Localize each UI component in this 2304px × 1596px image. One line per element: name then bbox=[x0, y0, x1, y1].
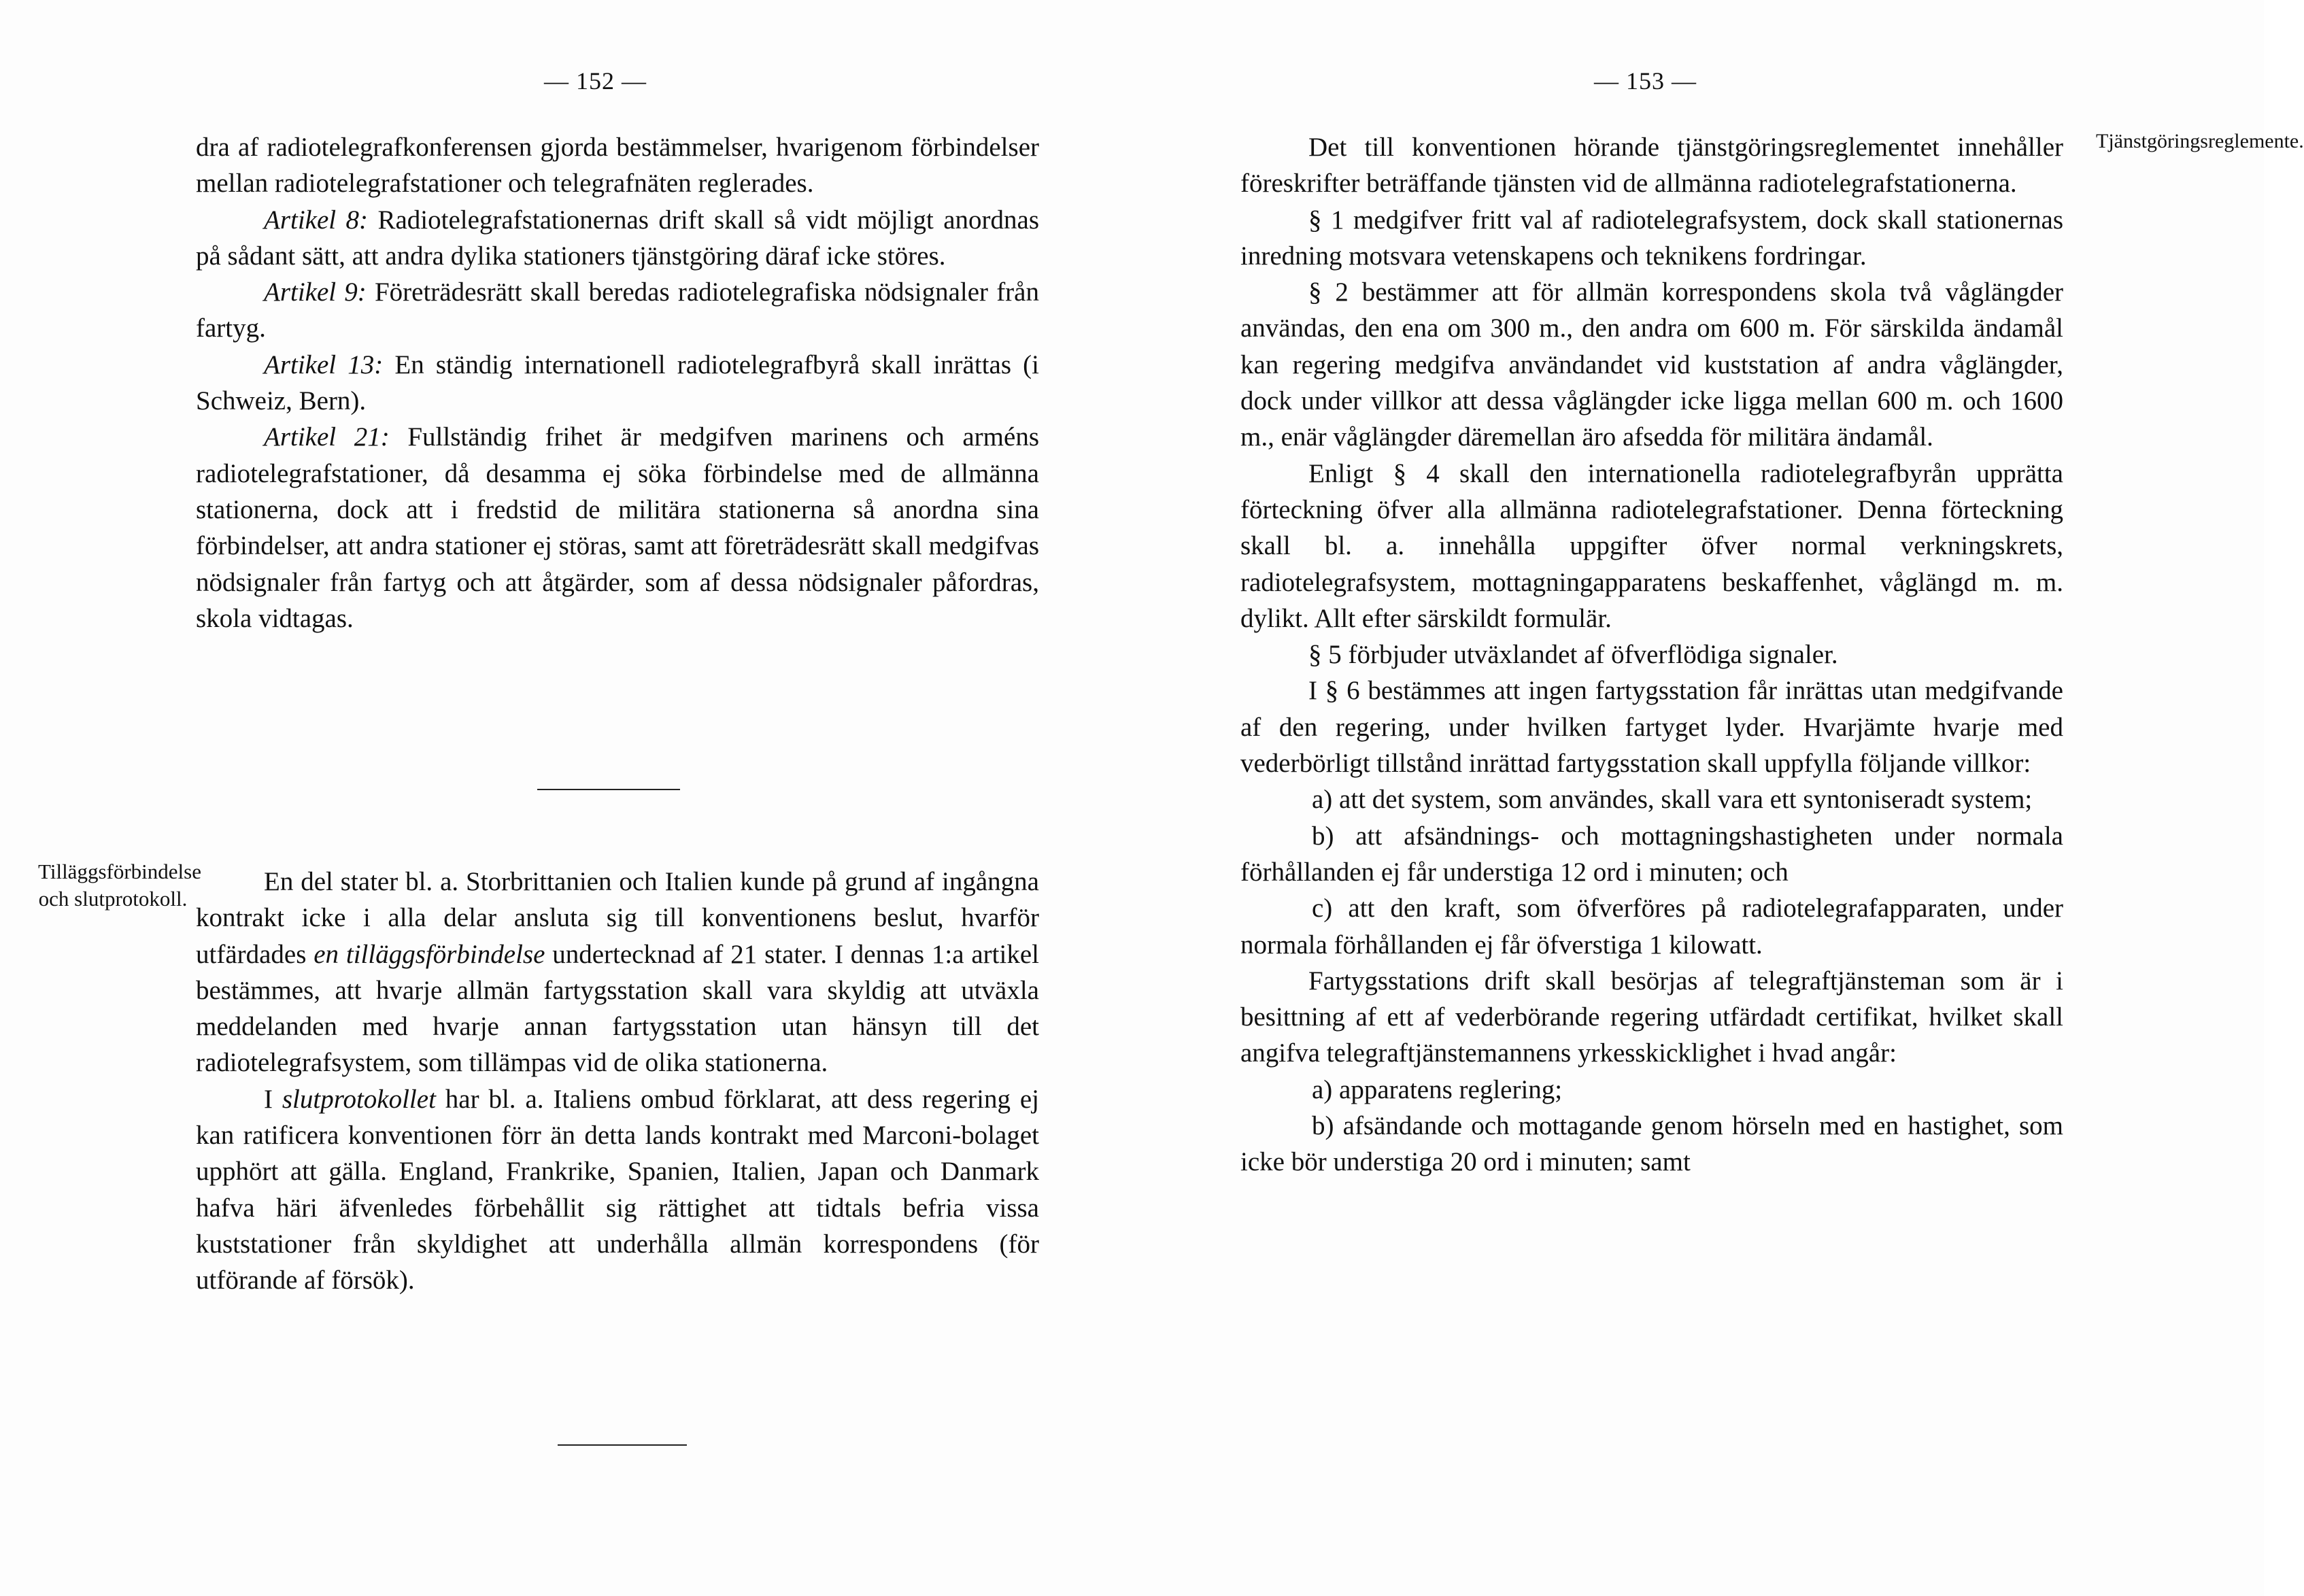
paragraph bbox=[196, 1081, 1039, 1299]
paragraph bbox=[196, 274, 1039, 347]
paragraph bbox=[196, 419, 1039, 636]
article-label: Artikel 21: bbox=[264, 422, 390, 452]
text-block-supplement bbox=[196, 864, 1039, 1299]
section-divider bbox=[537, 789, 680, 790]
paragraph: a) apparatens reglering; bbox=[1312, 1074, 1563, 1104]
right-page bbox=[1132, 0, 2304, 1596]
article-label: Artikel 9: bbox=[264, 277, 367, 307]
paragraph bbox=[196, 202, 1039, 275]
margin-note: Tjänstgöringsreglemente. bbox=[2096, 130, 2304, 152]
emphasis: slutprotokollet bbox=[282, 1084, 436, 1114]
text-block-articles bbox=[196, 129, 1039, 636]
paragraph bbox=[196, 864, 1039, 1081]
text-block-regulations bbox=[1240, 129, 2063, 1181]
margin-note: Tilläggsförbindelse och slutprotokoll. bbox=[38, 860, 201, 911]
paragraph: Enligt § 4 skall den internationella radiotelegrafbyrån upprätta förteckning öfver alla allmänna radiotelegrafstationer. Denna förteckning skall bl. a. innehålla uppgifter öfver normal verkningskrets, radiotelegrafsystem, mottagningapparatens beskaffenhet, våglängd m. m. dylikt. Allt efter särskildt formulär. bbox=[1240, 458, 2063, 633]
article-text: En ständig internationell radiotelegrafbyrå skall inrättas (i Schweiz, Bern). bbox=[196, 350, 1039, 416]
paragraph-text: undertecknad af 21 stater. I dennas 1:a artikel bestämmes, att hvarje allmän fartygsstation skall vara skyldig att utväxla meddelanden med hvarje annan fartygsstation utan hänsyn till det radiotelegrafsystem, som tillämpas vid de olika stationerna. bbox=[196, 939, 1039, 1078]
article-label: Artikel 8: bbox=[264, 205, 369, 235]
page-number: — 153 — bbox=[1594, 67, 1697, 95]
paragraph: c) att den kraft, som öfverföres på radiotelegrafapparaten, under normala förhållanden ej får öfverstiga 1 kilowatt. bbox=[1240, 894, 2063, 960]
paragraph: § 1 medgifver fritt val af radiotelegrafsystem, dock skall stationernas inredning motsvara vetenskapens och teknikens fordringar. bbox=[1240, 205, 2063, 271]
paragraph-text: I bbox=[264, 1084, 282, 1114]
paragraph bbox=[196, 347, 1039, 420]
article-text: Företrädesrätt skall beredas radiotelegrafiska nödsignaler från fartyg. bbox=[196, 277, 1039, 343]
left-page bbox=[0, 0, 1132, 1596]
page-number: — 152 — bbox=[544, 67, 647, 95]
article-text: Fullständig frihet är medgifven marinens och arméns radiotelegrafstationer, då desamma ej söka förbindelse med de allmänna stationerna, dock att i fredstid de militära stationerna så anordna sina förbindelser, att andra stationer ej störas, samt att företrädesrätt skall medgifvas nödsignaler från fartyg och att åtgärder, som af dessa nödsignaler påfordras, skola vidtagas. bbox=[196, 422, 1039, 633]
paragraph: b) afsändande och mottagande genom hörseln med en hastighet, som icke bör understiga 20 ord i minuten; samt bbox=[1240, 1111, 2063, 1177]
paragraph: b) att afsändnings- och mottagningshastigheten under normala förhållanden ej får understiga 12 ord i minuten; och bbox=[1240, 821, 2063, 887]
paragraph: I § 6 bestämmes att ingen fartygsstation får inrättas utan medgifvande af den regering, under hvilken fartyget lyder. Hvarjämte hvarje med vederbörligt tillstånd inrättad fartygsstation skall uppfylla följande villkor: bbox=[1240, 676, 2063, 779]
paragraph: dra af radiotelegrafkonferensen gjorda bestämmelser, hvarigenom förbindelser mellan radiotelegrafstationer och telegrafnäten reglerades. bbox=[196, 133, 1039, 199]
paragraph: § 2 bestämmer att för allmän korrespondens skola två våglängder användas, den ena om 300 m., den andra om 600 m. För särskilda ändamål kan regering medgifva användandet vid kuststation af andra våglängder, dock under villkor att dessa våglängder icke ligga mellan 600 m. och 1600 m., enär våglängder däremellan äro afsedda för militära ändamål. bbox=[1240, 277, 2063, 452]
emphasis: en tilläggsförbindelse bbox=[314, 939, 545, 969]
paragraph: Det till konventionen hörande tjänstgöringsreglementet innehåller föreskrifter beträffande tjänsten vid de allmänna radiotelegrafstationerna. bbox=[1240, 133, 2063, 199]
article-label: Artikel 13: bbox=[264, 350, 384, 379]
section-divider bbox=[558, 1444, 687, 1446]
paragraph: a) att det system, som användes, skall vara ett syntoniseradt system; bbox=[1312, 785, 2033, 815]
paragraph: § 5 förbjuder utväxlandet af öfverflödiga signaler. bbox=[1308, 640, 1838, 670]
paragraph: Fartygsstations drift skall besörjas af telegraftjänsteman som är i besittning af ett af vederbörande regering utfärdadt certifikat, hvilket skall angifva telegraftjänstemannens yrkesskicklighet i hvad angår: bbox=[1240, 966, 2063, 1068]
paragraph-text: har bl. a. Italiens ombud förklarat, att dess regering ej kan ratificera konventionen förr än detta lands kontrakt med Marconi-bolaget upphört att gälla. England, Frankrike, Spanien, Italien, Japan och Danmark hafva häri äfvenledes förbehållit sig rättighet att tidtals befria vissa kuststationer från skyldighet att underhålla allmän korrespondens (för utförande af försök). bbox=[196, 1084, 1039, 1295]
article-text: Radiotelegrafstationernas drift skall så vidt möjligt anordnas på sådant sätt, att andra dylika stationers tjänstgöring däraf icke störes. bbox=[196, 205, 1039, 271]
paragraph-text: En del stater bl. a. Storbrittanien och Italien kunde på grund af ingångna kontrakt icke i alla delar ansluta sig till konventionens beslut, hvarför utfärdades bbox=[196, 867, 1039, 969]
